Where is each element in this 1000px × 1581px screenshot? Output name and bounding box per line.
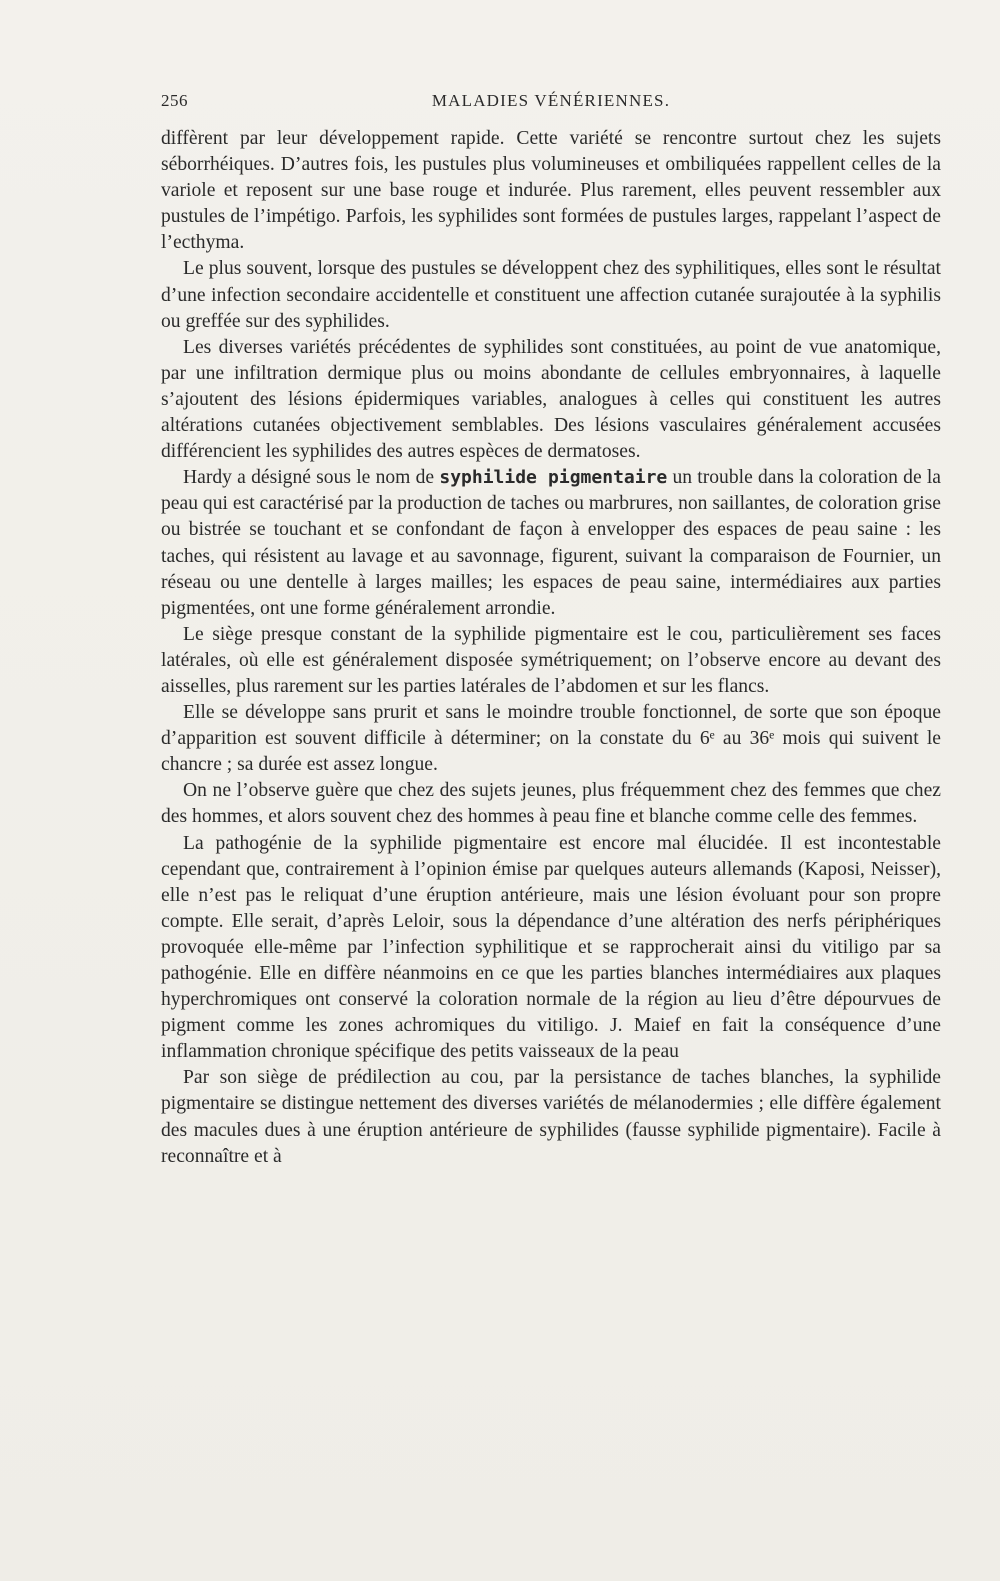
paragraph-8 xyxy=(161,831,941,1066)
paragraph-9 xyxy=(161,1065,941,1169)
body-text xyxy=(161,126,941,1170)
paragraph-text: Elle se développe sans prurit et sans le moindre trouble fonctionnel, de sorte que son époque d’apparition est souvent difficile à déterminer; on la constate du 6ᵉ au 36ᵉ mois qui suivent le chancre ; sa durée est assez longue. xyxy=(161,702,941,776)
page-number: 256 xyxy=(161,91,188,110)
paragraph-text: Le plus souvent, lorsque des pustules se développent chez des syphilitiques, elles sont le résultat d’une infection secondaire accidentelle et constituent une affection cutanée surajoutée à la syphilis ou greffée sur des syphilides. xyxy=(161,258,941,332)
paragraph-text: Par son siège de prédilection au cou, par la persistance de taches blanches, la syphilide pigmentaire se distingue nettement des diverses variétés de mélanodermies ; elle diffère également des macules dues à une éruption antérieure de syphilides (fausse syphilide pigmentaire). Facile à reconnaître et à xyxy=(161,1067,941,1167)
term-syphilide-pigmentaire: syphilide pigmentaire xyxy=(439,467,668,489)
paragraph-3 xyxy=(161,335,941,465)
paragraph-5 xyxy=(161,622,941,700)
paragraph-2 xyxy=(161,256,941,334)
paragraph-7 xyxy=(161,778,941,830)
paragraph-4 xyxy=(161,465,941,622)
paragraph-6 xyxy=(161,700,941,778)
running-title: MALADIES VÉNÉRIENNES. xyxy=(431,91,671,110)
page-header xyxy=(161,91,941,115)
paragraph-text: La pathogénie de la syphilide pigmentaire est encore mal élucidée. Il est incontestable cependant que, contrairement à l’opinion émise par quelques auteurs allemands (Kaposi, Neisser), elle n’est pas le reliquat d’une éruption antérieure, mais une lésion évoluant pour son propre compte. Elle serait, d’après Leloir, sous la dépendance d’une altération des nerfs périphériques provoquée elle-même par l’infection syphilitique et se rapprocherait ainsi du vitiligo par sa pathogénie. Elle en diffère néanmoins en ce que les parties blanches intermédiaires aux plaques hyperchromiques ont conservé la coloration normale de la région au lieu d’être dépourvues de pigment comme les zones achromiques du vitiligo. J. Maief en fait la conséquence d’une inflammation chronique spécifique des petits vaisseaux de la peau xyxy=(161,832,941,1063)
paragraph-1 xyxy=(161,126,941,256)
paragraph-text: Le siège presque constant de la syphilide pigmentaire est le cou, particulièrement ses faces latérales, où elle est généralement disposée symétriquement; on l’observe encore au devant des aisselles, plus rarement sur les parties latérales de l’abdomen et sur les flancs. xyxy=(161,623,941,697)
paragraph-text: un trouble dans la coloration de la peau qui est caractérisé par la production de taches ou marbrures, non saillantes, de coloration grise ou bistrée se touchant et se confondant de façon à envelopper des espaces de peau saine : les taches, qui résistent au lavage et au savonnage, figurent, suivant la comparaison de Fournier, un réseau ou une dentelle à larges mailles; les espaces de peau saine, intermédiaires aux parties pigmentées, ont une forme généralement arrondie. xyxy=(161,467,942,619)
paragraph-text: On ne l’observe guère que chez des sujets jeunes, plus fréquemment chez des femmes que chez des hommes, et alors souvent chez des hommes à peau fine et blanche comme celle des femmes. xyxy=(161,780,941,828)
paragraph-text: diffèrent par leur développement rapide. Cette variété se rencontre surtout chez les sujets séborrhéiques. D’autres fois, les pustules plus volumineuses et ombiliquées rappellent celles de la variole et reposent sur une base rouge et indurée. Plus rarement, elles peuvent ressembler aux pustules de l’impétigo. Parfois, les syphilides sont formées de pustules larges, rappelant l’aspect de l’ecthyma. xyxy=(161,128,941,254)
paragraph-text: Les diverses variétés précédentes de syphilides sont constituées, au point de vue anatomique, par une infiltration dermique plus ou moins abondante de cellules embryonnaires, à laquelle s’ajoutent des lésions épidermiques variables, analogues à celles qui constituent les autres altérations cutanées objectivement semblables. Des lésions vasculaires généralement accusées différencient les syphilides des autres espèces de dermatoses. xyxy=(161,336,941,463)
paragraph-text: Hardy a désigné sous le nom de xyxy=(183,467,440,489)
